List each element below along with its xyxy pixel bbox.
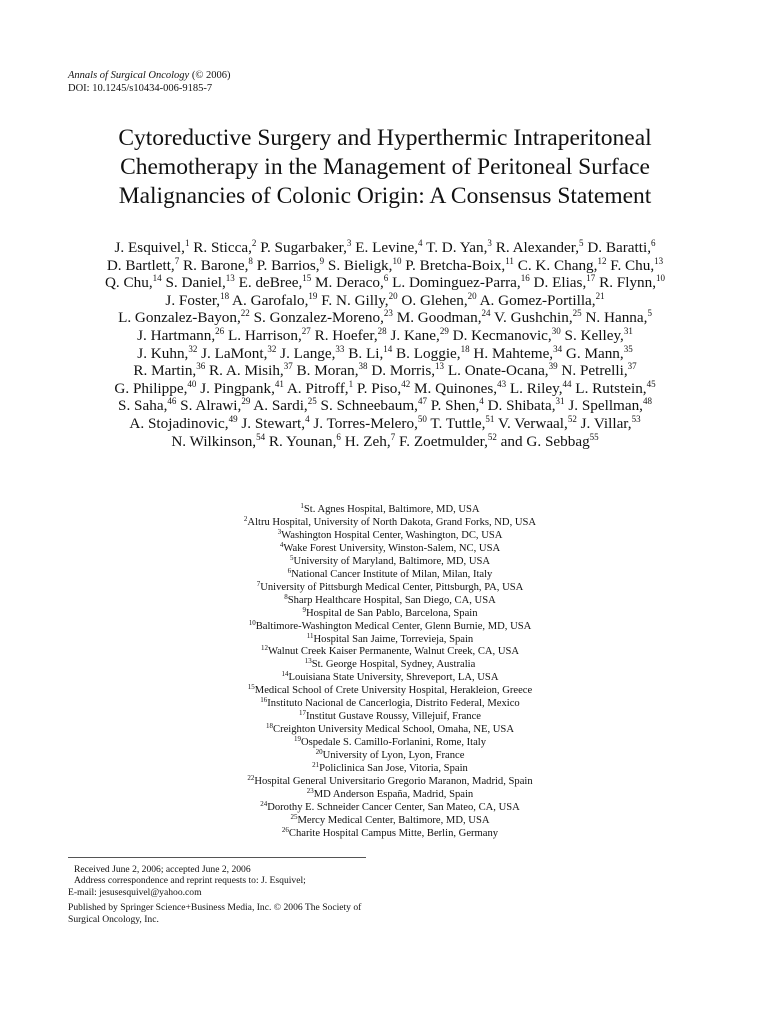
author-affiliation-mark: 18 xyxy=(220,290,230,301)
author-name: N. Petrelli, xyxy=(557,362,628,380)
author-name: F. N. Gilly, xyxy=(317,291,389,309)
affiliation-text: Hospital General Universitario Gregorio Maranon, Madrid, Spain xyxy=(254,776,533,788)
author-name: T. Tuttle, xyxy=(426,414,486,432)
author-name: R. Hoefer, xyxy=(310,326,378,344)
author-affiliation-mark: 18 xyxy=(460,343,470,354)
affiliation-text: University of Lyon, Lyon, France xyxy=(322,750,465,762)
author-affiliation-mark: 16 xyxy=(520,273,530,284)
author-name: L. Riley, xyxy=(506,379,563,397)
affiliation-number: 10 xyxy=(248,618,256,627)
affiliation-text: Instituto Nacional de Cancerlogia, Distrito Federal, Mexico xyxy=(267,698,520,710)
author-name: D. Shibata, xyxy=(483,397,556,415)
affiliation-number: 17 xyxy=(298,709,306,718)
affiliation-number: 2 xyxy=(243,514,248,523)
affiliation-text: National Cancer Institute of Milan, Milan, Italy xyxy=(291,568,493,580)
author-affiliation-mark: 24 xyxy=(481,308,491,319)
affiliation-text: Medical School of Crete University Hospital, Herakleion, Greece xyxy=(254,685,533,697)
author-affiliation-mark: 44 xyxy=(562,378,572,389)
author-affiliation-mark: 38 xyxy=(358,361,368,372)
affiliation-item xyxy=(160,737,620,750)
affiliation-item xyxy=(160,527,620,543)
footnote-divider xyxy=(68,857,366,858)
author-name: P. Sugarbaker, xyxy=(256,239,347,256)
author-name: C. K. Chang, xyxy=(513,256,598,274)
affiliation-text: Charite Hospital Campus Mitte, Berlin, Germany xyxy=(288,827,499,839)
author-name: P. Bretcha-Boix, xyxy=(401,256,506,274)
author-name: D. Morris, xyxy=(367,362,436,380)
author-affiliation-mark: 10 xyxy=(392,255,402,266)
author-name: L. Gonzalez-Bayon, xyxy=(118,309,241,327)
author-affiliation-mark: 23 xyxy=(383,308,393,319)
affiliation-number: 4 xyxy=(279,540,284,549)
affiliation-text: Institut Gustave Roussy, Villejuif, France xyxy=(305,711,482,723)
author-affiliation-mark: 26 xyxy=(215,325,225,336)
author-name: E. deBree, xyxy=(234,274,303,292)
title-line: Chemotherapy in the Management of Peritoneal Surface xyxy=(120,154,650,180)
author-affiliation-mark: 49 xyxy=(228,413,238,424)
author-affiliation-mark: 7 xyxy=(390,431,396,442)
affiliation-item xyxy=(160,579,620,595)
author-line xyxy=(20,397,750,415)
affiliation-number: 14 xyxy=(281,670,289,679)
author-affiliation-mark: 13 xyxy=(225,273,235,284)
author-line xyxy=(20,239,750,257)
author-name: S. Saha, xyxy=(118,397,168,415)
author-name: B. Moran, xyxy=(292,362,359,380)
author-affiliation-mark: 45 xyxy=(646,378,656,389)
author-name: L. Onate-Ocana, xyxy=(444,362,549,380)
affiliation-item xyxy=(160,514,620,530)
affiliation-text: Policlinica San Jose, Vitoria, Spain xyxy=(319,763,468,775)
author-line xyxy=(20,257,750,275)
author-affiliation-mark: 15 xyxy=(302,273,312,284)
affiliation-item xyxy=(160,618,620,634)
journal-year: (© 2006) xyxy=(191,70,231,81)
affiliation-list xyxy=(160,504,620,841)
affiliation-number: 16 xyxy=(260,696,268,705)
author-name: R. Sticca, xyxy=(189,239,252,256)
author-affiliation-mark: 3 xyxy=(487,238,492,248)
author-affiliation-mark: 29 xyxy=(241,396,251,407)
author-name: F. Zoetmulder, xyxy=(395,432,488,450)
author-name: N. Wilkinson, xyxy=(171,432,257,450)
author-name: D. Baratti, xyxy=(583,239,651,256)
author-name: J. Lange, xyxy=(276,344,336,362)
affiliation-item xyxy=(160,786,620,802)
author-affiliation-mark: 42 xyxy=(401,378,411,389)
author-affiliation-mark: 13 xyxy=(435,361,445,372)
affiliation-number: 12 xyxy=(260,644,268,653)
author-name: J. Hartmann, xyxy=(137,326,216,344)
author-name: H. Mahteme, xyxy=(469,344,554,362)
author-line xyxy=(20,345,750,363)
author-affiliation-mark: 21 xyxy=(595,290,605,301)
author-name: R. A. Misih, xyxy=(205,362,284,380)
affiliation-number: 5 xyxy=(289,553,294,562)
affiliation-item xyxy=(160,646,620,659)
author-name: L. Harrison, xyxy=(224,326,302,344)
author-affiliation-mark: 51 xyxy=(485,413,495,424)
affiliation-number: 9 xyxy=(302,605,306,614)
author-name: A. Sardi, xyxy=(250,397,308,415)
affiliation-text: Dorothy E. Schneider Cancer Center, San Mateo, CA, USA xyxy=(267,801,520,813)
affiliation-item xyxy=(160,750,620,763)
author-affiliation-mark: 40 xyxy=(187,378,197,389)
author-name: M. Goodman, xyxy=(392,309,482,327)
author-name: J. Kane, xyxy=(386,326,440,344)
affiliation-number: 8 xyxy=(284,592,288,601)
affiliation-number: 18 xyxy=(266,722,273,731)
author-name: J. LaMont, xyxy=(197,344,268,362)
author-affiliation-mark: 4 xyxy=(418,238,423,248)
author-name: R. Flynn, xyxy=(595,274,657,292)
author-name: S. Bieligk, xyxy=(324,256,393,274)
journal-header xyxy=(68,69,230,95)
affiliation-text: University of Maryland, Baltimore, MD, USA xyxy=(293,555,491,567)
affiliation-text: Walnut Creek Kaiser Permanente, Walnut Creek, CA, USA xyxy=(267,646,520,658)
affiliation-item xyxy=(160,553,620,569)
affiliation-item xyxy=(160,799,620,815)
journal-citation xyxy=(68,69,230,82)
affiliation-item xyxy=(160,504,620,517)
author-affiliation-mark: 3 xyxy=(346,238,352,248)
affiliation-number: 19 xyxy=(293,735,301,744)
author-name: L. Rutstein, xyxy=(571,379,647,397)
author-affiliation-mark: 5 xyxy=(647,308,652,319)
author-affiliation-mark: 55 xyxy=(589,431,599,442)
affiliation-text: Baltimore-Washington Medical Center, Glenn Burnie, MD, USA xyxy=(255,620,532,632)
author-affiliation-mark: 43 xyxy=(497,378,507,389)
author-affiliation-mark: 9 xyxy=(319,255,325,266)
author-name: and G. Sebbag xyxy=(496,432,590,450)
author-name: L. Dominguez-Parra, xyxy=(388,274,521,292)
affiliation-item xyxy=(160,763,620,776)
author-name: R. Alexander, xyxy=(491,239,580,256)
doi-line: DOI: 10.1245/s10434-006-9185-7 xyxy=(68,83,213,94)
affiliation-item xyxy=(160,631,620,647)
author-name: F. Chu, xyxy=(606,256,655,274)
author-affiliation-mark: 25 xyxy=(307,396,317,407)
title-line: Malignancies of Colonic Origin: A Consensus Statement xyxy=(118,183,652,209)
author-affiliation-mark: 32 xyxy=(267,343,277,354)
affiliation-text: St. George Hospital, Sydney, Australia xyxy=(311,659,476,671)
affiliation-text: Altru Hospital, University of North Dakota, Grand Forks, ND, USA xyxy=(247,516,537,528)
author-affiliation-mark: 6 xyxy=(651,238,656,248)
author-name: D. Kecmanovic, xyxy=(448,326,552,344)
affiliation-number: 22 xyxy=(247,774,255,783)
affiliation-item xyxy=(160,540,620,556)
affiliation-number: 15 xyxy=(247,683,255,692)
affiliation-number: 6 xyxy=(287,566,292,575)
affiliation-text: Sharp Healthcare Hospital, San Diego, CA, USA xyxy=(287,594,496,606)
author-affiliation-mark: 47 xyxy=(417,396,427,407)
author-name: S. Daniel, xyxy=(161,274,226,292)
affiliation-text: Washington Hospital Center, Washington, DC, USA xyxy=(281,529,503,541)
affiliation-text: Hospital de San Pablo, Barcelona, Spain xyxy=(305,607,478,619)
author-affiliation-mark: 39 xyxy=(548,361,558,372)
author-affiliation-mark: 36 xyxy=(196,361,206,372)
author-list xyxy=(20,239,750,450)
author-name: M. Quinones, xyxy=(410,379,498,397)
author-line xyxy=(20,309,750,327)
author-affiliation-mark: 14 xyxy=(383,343,393,354)
affiliation-item xyxy=(160,672,620,685)
author-affiliation-mark: 4 xyxy=(479,396,484,407)
author-name: H. Zeh, xyxy=(340,432,391,450)
author-affiliation-mark: 53 xyxy=(631,413,641,424)
author-affiliation-mark: 22 xyxy=(240,308,250,319)
affiliation-text: St. Agnes Hospital, Baltimore, MD, USA xyxy=(303,504,480,515)
correspondence-email: E-mail: jesusesquivel@yahoo.com xyxy=(68,886,202,898)
author-affiliation-mark: 1 xyxy=(348,378,354,389)
author-affiliation-mark: 6 xyxy=(336,431,341,442)
author-name: B. Li, xyxy=(344,344,384,362)
author-name: P. Barrios, xyxy=(252,256,320,274)
affiliation-item xyxy=(160,812,620,828)
author-name: A. Gomez-Portilla, xyxy=(476,291,596,309)
affiliation-number: 3 xyxy=(277,527,282,536)
author-name: D. Bartlett, xyxy=(106,256,175,274)
author-line xyxy=(20,380,750,398)
author-name: J. Pingpank, xyxy=(196,379,275,397)
author-affiliation-mark: 31 xyxy=(623,325,633,336)
affiliation-item xyxy=(160,685,620,698)
author-name: R. Younan, xyxy=(265,432,337,450)
author-affiliation-mark: 32 xyxy=(188,343,198,354)
author-name: A. Stojadinovic, xyxy=(129,414,229,432)
author-name: J. Esquivel, xyxy=(114,239,185,256)
author-affiliation-mark: 2 xyxy=(251,238,257,248)
author-affiliation-mark: 14 xyxy=(152,273,162,284)
author-affiliation-mark: 17 xyxy=(586,273,596,284)
footnotes xyxy=(68,864,378,925)
author-affiliation-mark: 13 xyxy=(654,255,664,266)
title-line: Cytoreductive Surgery and Hyperthermic Intraperitoneal xyxy=(118,125,652,151)
correspondence-address: Address correspondence and reprint requests to: J. Esquivel; xyxy=(74,875,306,887)
affiliation-item xyxy=(160,825,620,841)
author-name: S. Schneebaum, xyxy=(316,397,418,415)
affiliation-number: 1 xyxy=(300,502,304,510)
article-title xyxy=(70,124,700,211)
affiliation-number: 20 xyxy=(315,748,323,757)
author-affiliation-mark: 11 xyxy=(505,255,514,266)
author-name: G. Philippe, xyxy=(114,379,188,397)
author-affiliation-mark: 48 xyxy=(642,396,652,407)
affiliation-item xyxy=(160,659,620,672)
author-affiliation-mark: 7 xyxy=(174,255,180,266)
author-affiliation-mark: 33 xyxy=(335,343,345,354)
affiliation-item xyxy=(160,566,620,582)
author-affiliation-mark: 4 xyxy=(305,413,310,424)
affiliation-text: Hospital San Jaime, Torrevieja, Spain xyxy=(313,633,474,645)
author-name: A. Garofalo, xyxy=(229,291,309,309)
affiliation-text: Wake Forest University, Winston-Salem, NC, USA xyxy=(283,542,501,554)
affiliation-text: University of Pittsburgh Medical Center, Pittsburgh, PA, USA xyxy=(260,581,524,593)
author-line xyxy=(20,433,750,451)
affiliation-item xyxy=(160,592,620,608)
author-name: Q. Chu, xyxy=(104,274,153,292)
author-affiliation-mark: 12 xyxy=(597,255,607,266)
author-affiliation-mark: 8 xyxy=(248,255,253,266)
author-affiliation-mark: 31 xyxy=(555,396,565,407)
affiliation-number: 7 xyxy=(256,579,261,588)
author-name: J. Foster, xyxy=(165,291,221,309)
author-affiliation-mark: 37 xyxy=(283,361,293,372)
received-date: Received June 2, 2006; accepted June 2, 2006 xyxy=(74,864,251,875)
author-name: T. D. Yan, xyxy=(422,239,488,256)
author-name: R. Martin, xyxy=(133,362,197,380)
affiliation-item xyxy=(160,724,620,737)
author-name: J. Spellman, xyxy=(564,397,643,415)
publisher-note: Published by Springer Science+Business Media, Inc. © 2006 The Society of xyxy=(68,902,362,914)
affiliation-text: Creighton University Medical School, Omaha, NE, USA xyxy=(273,724,514,736)
affiliation-text: Louisiana State University, Shreveport, LA, USA xyxy=(288,672,499,684)
author-name: S. Kelley, xyxy=(560,326,624,344)
author-name: V. Gushchin, xyxy=(490,309,573,327)
author-name: M. Deraco, xyxy=(311,274,384,292)
author-line xyxy=(20,327,750,345)
author-affiliation-mark: 41 xyxy=(274,378,284,389)
author-name: J. Stewart, xyxy=(237,414,306,432)
author-affiliation-mark: 19 xyxy=(308,290,318,301)
author-name: P. Piso, xyxy=(353,379,402,397)
author-name: S. Alrawi, xyxy=(176,397,242,415)
affiliation-number: 21 xyxy=(312,761,320,770)
author-affiliation-mark: 28 xyxy=(377,325,387,336)
author-name: P. Shen, xyxy=(426,397,480,415)
author-name: J. Kuhn, xyxy=(137,344,189,362)
affiliation-number: 13 xyxy=(304,657,312,666)
author-line xyxy=(20,415,750,433)
author-affiliation-mark: 6 xyxy=(383,273,389,284)
author-affiliation-mark: 27 xyxy=(301,325,311,336)
author-affiliation-mark: 20 xyxy=(467,290,477,301)
journal-name: Annals of Surgical Oncology xyxy=(68,70,190,81)
author-line xyxy=(20,274,750,292)
author-name: N. Hanna, xyxy=(581,309,648,327)
author-name: V. Verwaal, xyxy=(494,414,568,432)
author-name: S. Gonzalez-Moreno, xyxy=(249,309,384,327)
author-line xyxy=(20,292,750,310)
affiliation-number: 11 xyxy=(306,631,314,640)
affiliation-text: MD Anderson España, Madrid, Spain xyxy=(313,788,474,800)
author-affiliation-mark: 37 xyxy=(627,361,637,372)
author-affiliation-mark: 1 xyxy=(184,238,190,248)
affiliation-text: Mercy Medical Center, Baltimore, MD, USA xyxy=(297,814,490,826)
affiliation-item xyxy=(160,605,620,621)
author-affiliation-mark: 20 xyxy=(388,290,398,301)
author-affiliation-mark: 30 xyxy=(551,325,561,336)
author-affiliation-mark: 25 xyxy=(572,308,582,319)
author-name: A. Pitroff, xyxy=(283,379,349,397)
author-name: B. Loggie, xyxy=(392,344,461,362)
affiliation-item xyxy=(160,711,620,724)
author-affiliation-mark: 35 xyxy=(623,343,633,354)
author-name: J. Torres-Melero, xyxy=(309,414,418,432)
author-name: E. Levine, xyxy=(351,239,419,256)
author-name: D. Elias, xyxy=(529,274,587,292)
author-affiliation-mark: 46 xyxy=(167,396,177,407)
author-affiliation-mark: 5 xyxy=(579,238,584,248)
author-affiliation-mark: 29 xyxy=(439,325,449,336)
affiliation-item xyxy=(160,776,620,789)
affiliation-number: 26 xyxy=(281,825,289,834)
author-name: R. Barone, xyxy=(179,256,249,274)
affiliation-number: 24 xyxy=(260,799,268,808)
affiliation-number: 25 xyxy=(290,812,298,821)
author-affiliation-mark: 52 xyxy=(487,431,497,442)
author-affiliation-mark: 10 xyxy=(656,273,666,284)
author-line xyxy=(20,362,750,380)
affiliation-number: 23 xyxy=(306,786,314,795)
publisher-note-cont: Surgical Oncology, Inc. xyxy=(68,913,159,925)
author-name: J. Villar, xyxy=(576,414,632,432)
author-affiliation-mark: 50 xyxy=(417,413,427,424)
author-affiliation-mark: 54 xyxy=(256,431,266,442)
author-name: G. Mann, xyxy=(562,344,624,362)
affiliation-item xyxy=(160,698,620,711)
author-affiliation-mark: 34 xyxy=(553,343,563,354)
author-name: O. Glehen, xyxy=(397,291,468,309)
author-affiliation-mark: 52 xyxy=(567,413,577,424)
affiliation-text: Ospedale S. Camillo-Forlanini, Rome, Italy xyxy=(300,737,487,749)
